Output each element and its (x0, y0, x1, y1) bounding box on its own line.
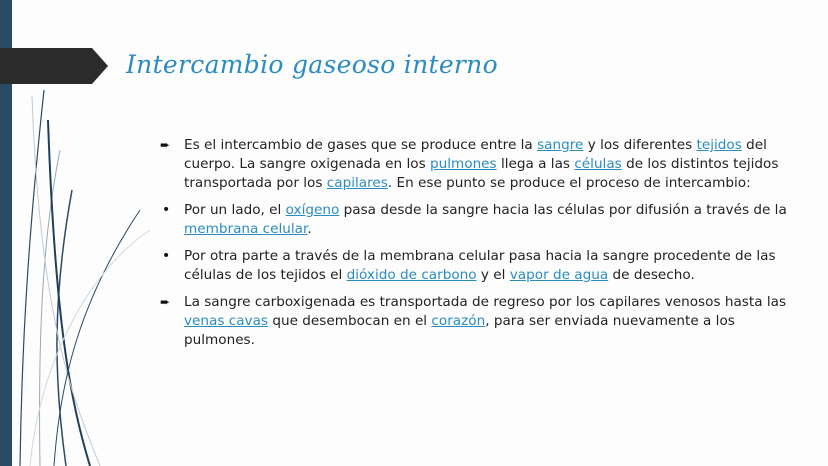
item-text: . En ese punto se produce el proceso de intercambio: (387, 175, 751, 191)
item-text: Por otra parte a través de la membrana celular pasa hacia la sangre procedente de las células de los tejidos el (184, 248, 776, 283)
link-membrana-celular[interactable]: membrana celular (184, 221, 308, 237)
link-corazon[interactable]: corazón (431, 313, 486, 329)
link-oxigeno[interactable]: oxígeno (285, 202, 340, 218)
item-text: de desecho. (608, 267, 695, 283)
arrow-bullet-icon: ➨ (160, 138, 171, 152)
item-text: llega a las (496, 156, 575, 172)
item-text: que desembocan en el (268, 313, 432, 329)
list-item (160, 201, 790, 239)
item-text: . (307, 221, 312, 237)
item-text: y el (476, 267, 510, 283)
item-text: y los diferentes (583, 137, 697, 153)
link-tejidos[interactable]: tejidos (696, 137, 742, 153)
slide-title: Intercambio gaseoso interno (126, 50, 498, 79)
item-text: Por un lado, el (184, 202, 286, 218)
link-sangre[interactable]: sangre (537, 137, 584, 153)
item-text: de los distintos tejidos transportada por los (184, 156, 779, 191)
dot-bullet-icon: • (162, 248, 171, 264)
link-vapor-de-agua[interactable]: vapor de agua (509, 267, 609, 283)
list-item (160, 293, 790, 350)
item-text: del cuerpo. La sangre oxigenada en los (184, 137, 767, 172)
dot-bullet-icon: • (162, 202, 171, 218)
link-celulas[interactable]: células (574, 156, 622, 172)
link-pulmones[interactable]: pulmones (429, 156, 497, 172)
link-capilares[interactable]: capilares (326, 175, 388, 191)
arrow-bullet-icon: ➨ (160, 295, 171, 309)
link-venas-cavas[interactable]: venas cavas (184, 313, 269, 329)
link-dioxido-de-carbono[interactable]: dióxido de carbono (346, 267, 477, 283)
item-text: pasa desde la sangre hacia las células por difusión a través de la (339, 202, 787, 218)
item-text: La sangre carboxigenada es transportada de regreso por los capilares venosos hasta las (184, 294, 787, 310)
item-text: , para ser enviada nuevamente a los pulmones. (184, 313, 735, 348)
item-text: Es el intercambio de gases que se produce entre la (184, 137, 538, 153)
list-item (160, 136, 790, 193)
title-arrow-tab (0, 48, 108, 84)
slide-content (160, 136, 790, 358)
list-item (160, 247, 790, 285)
